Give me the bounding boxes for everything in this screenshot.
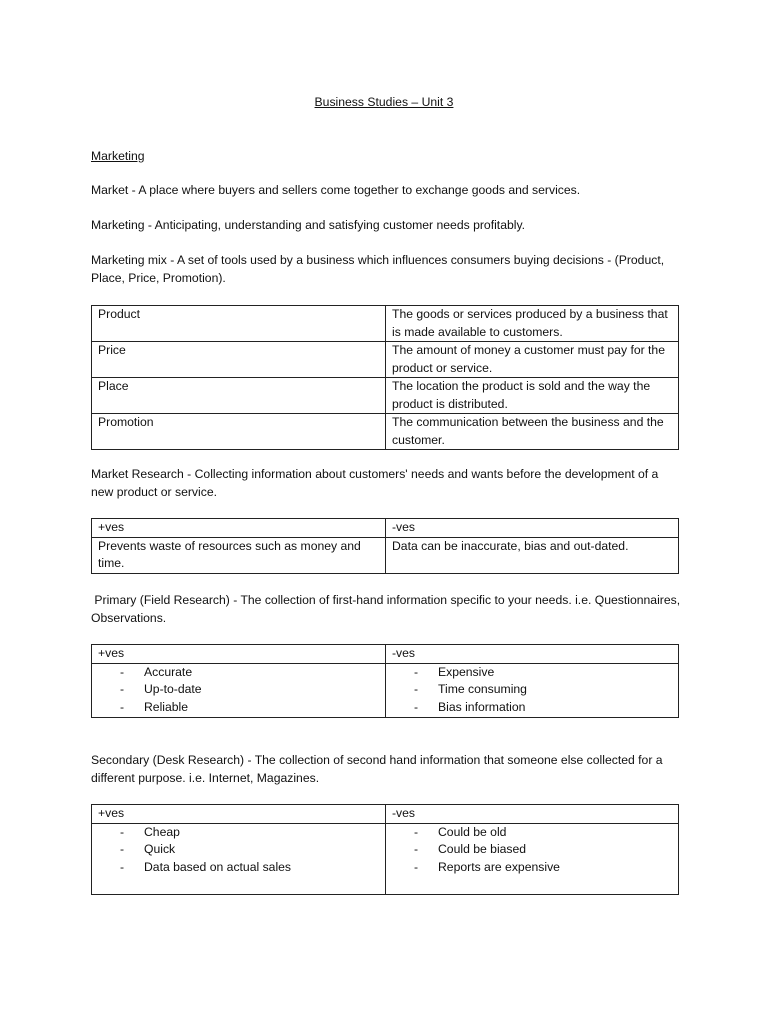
cons-header: -ves — [386, 805, 679, 824]
definition-text: - The collection of first-hand information specific to your needs. i.e. Questionnaires, Observations. — [91, 593, 681, 625]
market-research-table — [91, 518, 679, 574]
mix-label: Product — [92, 306, 386, 342]
mix-description: The location the product is sold and the way the product is distributed. — [386, 378, 679, 414]
list-item — [98, 681, 379, 699]
definition-text: - The collection of second hand information that someone else collected for a different purpose. i.e. Internet, Magazines. — [91, 753, 663, 785]
table-row — [92, 537, 679, 573]
pros-header: +ves — [92, 519, 386, 538]
list-item — [392, 681, 672, 699]
table-row — [92, 378, 679, 414]
cons-cell: Data can be inaccurate, bias and out-dated. — [386, 537, 679, 573]
definition-text: - A place where buyers and sellers come together to exchange goods and services. — [128, 183, 581, 197]
bullet-dash: - — [414, 664, 419, 679]
definition-marketing-mix — [91, 251, 681, 287]
bullet-dash: - — [120, 842, 125, 856]
bullet-dash: - — [414, 824, 419, 839]
list-item-text: Expensive — [438, 664, 495, 679]
definition-text: - Collecting information about customers' needs and wants before the development of a new product or service. — [91, 467, 659, 499]
primary-research-table — [91, 644, 679, 718]
list-item — [392, 664, 672, 682]
list-item-text: Could be biased — [438, 842, 527, 856]
cons-header: -ves — [386, 645, 679, 664]
page-title: Business Studies – Unit 3 — [314, 95, 454, 109]
list-item — [98, 841, 379, 859]
pros-cell — [92, 823, 386, 894]
bullet-dash: - — [414, 699, 419, 714]
definition-market-research — [91, 465, 681, 501]
marketing-mix-table — [91, 305, 679, 450]
cons-cell — [386, 663, 679, 717]
table-header-row — [92, 519, 679, 538]
pros-cell: Prevents waste of resources such as money and time. — [92, 537, 386, 573]
section-heading-marketing: Marketing — [91, 149, 145, 163]
term-label: Secondary (Desk Research) — [91, 753, 245, 767]
bullet-dash: - — [120, 699, 125, 714]
table-header-row — [92, 805, 679, 824]
table-header-row — [92, 645, 679, 664]
list-item-text: Up-to-date — [144, 682, 202, 696]
list-item-text: Data based on actual sales — [144, 859, 292, 874]
list-item-text: Reports are expensive — [438, 859, 560, 874]
table-row — [92, 414, 679, 450]
list-item-text: Could be old — [438, 824, 507, 839]
list-item — [392, 699, 672, 717]
term-label: Primary (Field Research) — [94, 593, 230, 607]
bullet-dash: - — [414, 682, 419, 696]
pros-list — [98, 824, 379, 877]
term-label: Marketing — [91, 218, 145, 232]
list-item — [98, 859, 379, 877]
list-item-text: Quick — [144, 842, 176, 856]
pros-cell — [92, 663, 386, 717]
list-item — [98, 824, 379, 842]
term-label: Market — [91, 183, 129, 197]
mix-description: The goods or services produced by a business that is made available to customers. — [386, 306, 679, 342]
definition-text: - Anticipating, understanding and satisfying customer needs profitably. — [144, 218, 526, 232]
bullet-dash: - — [414, 842, 419, 856]
cons-list — [392, 664, 672, 717]
bullet-dash: - — [414, 859, 419, 874]
pros-list — [98, 664, 379, 717]
cons-cell — [386, 823, 679, 894]
list-item-text: Reliable — [144, 699, 189, 714]
mix-description: The amount of money a customer must pay for the product or service. — [386, 342, 679, 378]
term-label: Marketing mix — [91, 253, 167, 267]
cons-header: -ves — [386, 519, 679, 538]
cons-list — [392, 824, 672, 877]
definition-market — [91, 181, 681, 199]
table-row — [92, 663, 679, 717]
table-row — [92, 306, 679, 342]
term-label: Market Research — [91, 467, 184, 481]
secondary-research-table — [91, 804, 679, 895]
bullet-dash: - — [120, 682, 125, 696]
mix-label: Price — [92, 342, 386, 378]
list-item-text: Bias information — [438, 699, 526, 714]
mix-label: Place — [92, 378, 386, 414]
bullet-dash: - — [120, 859, 125, 874]
list-item — [98, 699, 379, 717]
table-row — [92, 823, 679, 894]
pros-header: +ves — [92, 805, 386, 824]
definition-secondary-research — [91, 751, 681, 787]
mix-description: The communication between the business and the customer. — [386, 414, 679, 450]
list-item-text: Cheap — [144, 824, 180, 839]
bullet-dash: - — [120, 664, 125, 679]
definition-primary-research — [91, 591, 681, 627]
list-item — [392, 841, 672, 859]
definition-text: - A set of tools used by a business which influences consumers buying decisions - (Product, Place, Price, Promotion). — [91, 253, 665, 285]
list-item — [392, 859, 672, 877]
list-item-text: Accurate — [144, 664, 193, 679]
table-row — [92, 342, 679, 378]
pros-header: +ves — [92, 645, 386, 664]
bullet-dash: - — [120, 824, 125, 839]
mix-label: Promotion — [92, 414, 386, 450]
list-item — [392, 824, 672, 842]
list-item-text: Time consuming — [438, 682, 527, 696]
definition-marketing — [91, 216, 681, 234]
list-item — [98, 664, 379, 682]
